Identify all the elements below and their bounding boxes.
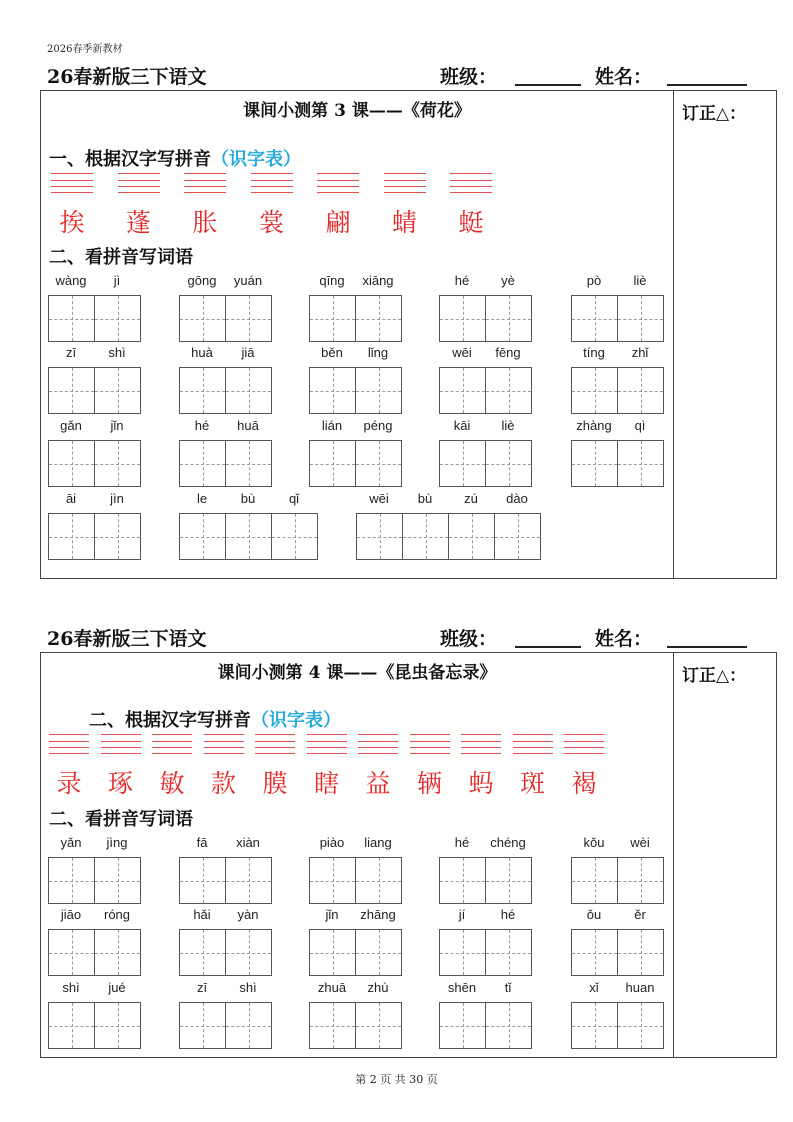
pinyin-text: tíng	[583, 345, 605, 360]
tianzige-boxes	[439, 857, 531, 904]
quiz-section-lesson-4	[40, 652, 777, 1058]
tianzige-box[interactable]	[48, 929, 95, 976]
tianzige-boxes	[356, 513, 540, 560]
tianzige-box[interactable]	[225, 295, 272, 342]
pinyin-text: wàng	[55, 273, 87, 288]
pinyin-text: yàn	[237, 907, 259, 922]
pinyin-text: kāi	[453, 418, 471, 433]
tianzige-box[interactable]	[179, 295, 226, 342]
pinyin-writing-lines[interactable]	[184, 173, 226, 193]
hanzi-char: 翩	[325, 208, 351, 237]
pinyin-text: zhù	[367, 980, 389, 995]
hanzi-char: 蜓	[458, 208, 484, 237]
pinyin-text: lǐng	[367, 345, 389, 360]
tianzige-box[interactable]	[48, 1002, 95, 1049]
part1-note: （识字表）	[251, 710, 341, 731]
hanzi-char: 蜻	[391, 208, 417, 237]
tianzige-boxes	[48, 1002, 140, 1049]
pinyin-writing-lines[interactable]	[513, 734, 553, 754]
tianzige-box[interactable]	[48, 513, 95, 560]
pinyin-text: zú	[464, 491, 478, 506]
hanzi-char: 辆	[416, 769, 442, 798]
lesson-title: 课间小测第 4 课——《昆虫备忘录》	[217, 663, 497, 683]
pinyin-text: fēng	[495, 345, 521, 360]
pinyin-writing-lines[interactable]	[384, 173, 426, 193]
pinyin-writing-lines[interactable]	[152, 734, 192, 754]
pinyin-writing-lines[interactable]	[101, 734, 141, 754]
pinyin-text: zī	[65, 345, 77, 360]
tianzige-box[interactable]	[309, 295, 356, 342]
tianzige-box[interactable]	[402, 513, 449, 560]
tianzige-box[interactable]	[439, 857, 486, 904]
hanzi-char: 裳	[258, 208, 284, 237]
pinyin-text: jìn	[110, 491, 124, 506]
tianzige-box[interactable]	[179, 857, 226, 904]
doc-title: 26春新版三下语文	[47, 628, 207, 650]
tianzige-boxes	[571, 295, 663, 342]
pinyin-writing-lines[interactable]	[204, 734, 244, 754]
hanzi-char: 琢	[107, 769, 133, 798]
hanzi-char: 瞎	[313, 769, 339, 798]
tianzige-boxes	[309, 367, 401, 414]
pinyin-text: hé	[500, 907, 516, 922]
tianzige-box[interactable]	[179, 367, 226, 414]
hanzi-char: 录	[56, 769, 82, 798]
tianzige-box[interactable]	[225, 1002, 272, 1049]
tianzige-boxes	[179, 367, 271, 414]
tianzige-box[interactable]	[48, 367, 95, 414]
pinyin-text: qīng	[319, 273, 345, 288]
pinyin-text: ǒu	[586, 907, 602, 922]
pinyin-text: jǐn	[110, 418, 124, 433]
hanzi-char: 蓬	[125, 208, 151, 237]
tianzige-box[interactable]	[179, 440, 226, 487]
tianzige-box[interactable]	[485, 367, 532, 414]
tianzige-box[interactable]	[94, 513, 141, 560]
pinyin-text: jì	[113, 273, 121, 288]
tianzige-box[interactable]	[48, 295, 95, 342]
pinyin-text: gǎn	[60, 418, 82, 433]
tianzige-box[interactable]	[571, 929, 618, 976]
tianzige-box[interactable]	[485, 295, 532, 342]
tianzige-box[interactable]	[485, 929, 532, 976]
part1-heading	[49, 145, 301, 171]
tianzige-boxes	[571, 367, 663, 414]
pinyin-text: liang	[364, 835, 392, 850]
tianzige-boxes	[309, 857, 401, 904]
tianzige-box[interactable]	[355, 295, 402, 342]
pinyin-text: hé	[194, 418, 210, 433]
pinyin-writing-lines[interactable]	[118, 173, 160, 193]
pinyin-writing-lines[interactable]	[450, 173, 492, 193]
tianzige-boxes	[48, 929, 140, 976]
part1-note: （识字表）	[211, 149, 301, 170]
tianzige-box[interactable]	[94, 1002, 141, 1049]
pinyin-text: zhàng	[576, 418, 612, 433]
hanzi-char: 胀	[192, 208, 218, 237]
pinyin-text: gōng	[187, 273, 217, 288]
tianzige-box[interactable]	[617, 295, 664, 342]
tianzige-box[interactable]	[355, 367, 402, 414]
pinyin-text: fā	[196, 835, 208, 850]
class-blank[interactable]	[515, 84, 581, 86]
pinyin-text: hǎi	[193, 907, 211, 922]
class-label: 班级：	[440, 628, 498, 650]
pinyin-writing-lines[interactable]	[307, 734, 347, 754]
tianzige-box[interactable]	[225, 440, 272, 487]
tianzige-box[interactable]	[485, 1002, 532, 1049]
tianzige-boxes	[179, 929, 271, 976]
hanzi-char: 益	[365, 769, 391, 798]
pinyin-text: liè	[501, 418, 515, 433]
pinyin-text: jǐn	[325, 907, 339, 922]
pinyin-text: hé	[454, 273, 470, 288]
pinyin-writing-lines[interactable]	[251, 173, 293, 193]
tianzige-box[interactable]	[356, 513, 403, 560]
tianzige-box[interactable]	[94, 440, 141, 487]
tianzige-box[interactable]	[179, 513, 226, 560]
tianzige-box[interactable]	[485, 440, 532, 487]
pinyin-text: bù	[240, 491, 256, 506]
quiz-section-lesson-3	[40, 90, 777, 579]
pinyin-text: zhuā	[317, 980, 347, 995]
pinyin-text: zhǐ	[631, 345, 649, 360]
hanzi-char: 挨	[59, 208, 85, 237]
tianzige-box[interactable]	[94, 857, 141, 904]
pinyin-text: hé	[454, 835, 470, 850]
pinyin-text: yè	[501, 273, 515, 288]
tianzige-box[interactable]	[617, 1002, 664, 1049]
pinyin-text: qì	[634, 418, 646, 433]
tianzige-box[interactable]	[617, 440, 664, 487]
hanzi-char: 膜	[262, 769, 288, 798]
page-footer: 第 2 页 共 30 页	[355, 1073, 438, 1086]
tianzige-box[interactable]	[439, 929, 486, 976]
tianzige-box[interactable]	[179, 1002, 226, 1049]
pinyin-writing-lines[interactable]	[564, 734, 604, 754]
correction-divider	[673, 653, 674, 1057]
tianzige-boxes	[48, 295, 140, 342]
lesson-title: 课间小测第 3 课——《荷花》	[243, 101, 471, 121]
part2-heading: 二、看拼音写词语	[49, 809, 193, 830]
tianzige-box[interactable]	[571, 295, 618, 342]
class-blank[interactable]	[515, 646, 581, 648]
tianzige-boxes	[439, 1002, 531, 1049]
tianzige-box[interactable]	[355, 929, 402, 976]
pinyin-text: qǐ	[288, 491, 300, 506]
part2-heading: 二、看拼音写词语	[49, 247, 193, 268]
pinyin-text: wēi	[452, 345, 472, 360]
name-label: 姓名：	[595, 66, 653, 88]
pinyin-text: jí	[458, 907, 466, 922]
part1-label: 二、根据汉字写拼音	[89, 710, 251, 731]
tianzige-box[interactable]	[439, 295, 486, 342]
pinyin-text: yǎn	[60, 835, 82, 850]
pinyin-writing-lines[interactable]	[49, 734, 89, 754]
pinyin-writing-lines[interactable]	[255, 734, 295, 754]
tianzige-box[interactable]	[355, 857, 402, 904]
tianzige-box[interactable]	[494, 513, 541, 560]
pinyin-text: shì	[62, 980, 80, 995]
pinyin-text: le	[196, 491, 208, 506]
tianzige-box[interactable]	[355, 440, 402, 487]
pinyin-text: róng	[103, 907, 131, 922]
tianzige-box[interactable]	[485, 857, 532, 904]
tianzige-boxes	[309, 295, 401, 342]
pinyin-writing-lines[interactable]	[51, 173, 93, 193]
tianzige-boxes	[571, 929, 663, 976]
tianzige-boxes	[309, 1002, 401, 1049]
pinyin-text: běn	[321, 345, 343, 360]
tianzige-boxes	[439, 440, 531, 487]
tianzige-boxes	[179, 857, 271, 904]
header-1	[47, 62, 747, 88]
correction-divider	[673, 91, 674, 578]
part1-heading	[89, 706, 341, 732]
hanzi-char: 斑	[519, 769, 545, 798]
doc-title: 26春新版三下语文	[47, 66, 207, 88]
pinyin-text: jìng	[106, 835, 128, 850]
tianzige-boxes	[439, 367, 531, 414]
correction-label: 订正△：	[682, 104, 747, 124]
pinyin-text: lián	[321, 418, 343, 433]
tianzige-box[interactable]	[617, 857, 664, 904]
pinyin-text: xiāng	[362, 273, 394, 288]
pinyin-text: chéng	[490, 835, 526, 850]
tianzige-box[interactable]	[439, 1002, 486, 1049]
tianzige-box[interactable]	[571, 857, 618, 904]
pinyin-text: ěr	[634, 907, 646, 922]
pinyin-text: zhāng	[360, 907, 396, 922]
tianzige-box[interactable]	[179, 929, 226, 976]
tianzige-box[interactable]	[439, 440, 486, 487]
tianzige-box[interactable]	[617, 367, 664, 414]
tianzige-box[interactable]	[225, 513, 272, 560]
tianzige-boxes	[571, 440, 663, 487]
tianzige-boxes	[48, 513, 140, 560]
pinyin-text: shì	[239, 980, 257, 995]
pinyin-text: shēn	[447, 980, 477, 995]
tianzige-boxes	[439, 295, 531, 342]
tianzige-box[interactable]	[48, 857, 95, 904]
tianzige-boxes	[571, 857, 663, 904]
pinyin-text: huà	[191, 345, 213, 360]
pinyin-text: piào	[319, 835, 345, 850]
tianzige-box[interactable]	[571, 367, 618, 414]
tianzige-boxes	[48, 440, 140, 487]
tianzige-boxes	[48, 367, 140, 414]
tianzige-boxes	[571, 1002, 663, 1049]
pinyin-text: wēi	[369, 491, 389, 506]
pinyin-writing-lines[interactable]	[358, 734, 398, 754]
tianzige-box[interactable]	[571, 440, 618, 487]
pinyin-text: jiā	[241, 345, 255, 360]
tianzige-box[interactable]	[448, 513, 495, 560]
pinyin-text: liè	[633, 273, 647, 288]
pinyin-text: yuán	[233, 273, 263, 288]
pinyin-text: xiàn	[236, 835, 260, 850]
name-label: 姓名：	[595, 628, 653, 650]
tianzige-boxes	[439, 929, 531, 976]
hanzi-char: 蚂	[468, 769, 494, 798]
pinyin-writing-lines[interactable]	[410, 734, 450, 754]
tianzige-box[interactable]	[617, 929, 664, 976]
hanzi-char: 褐	[571, 769, 597, 798]
tianzige-box[interactable]	[309, 929, 356, 976]
pinyin-writing-lines[interactable]	[317, 173, 359, 193]
tianzige-boxes	[179, 440, 271, 487]
pinyin-text: jué	[108, 980, 126, 995]
tianzige-box[interactable]	[225, 367, 272, 414]
tianzige-boxes	[48, 857, 140, 904]
pinyin-writing-lines[interactable]	[461, 734, 501, 754]
tianzige-boxes	[309, 440, 401, 487]
pinyin-text: shì	[108, 345, 126, 360]
pinyin-text: xǐ	[589, 980, 599, 995]
tianzige-box[interactable]	[225, 857, 272, 904]
tianzige-box[interactable]	[94, 367, 141, 414]
tianzige-box[interactable]	[439, 367, 486, 414]
pinyin-text: huā	[237, 418, 259, 433]
hanzi-char: 款	[210, 769, 236, 798]
name-blank[interactable]	[667, 84, 747, 86]
tianzige-box[interactable]	[48, 440, 95, 487]
pinyin-text: wèi	[630, 835, 650, 850]
header-2	[47, 624, 747, 650]
hanzi-char: 敏	[159, 769, 185, 798]
tianzige-boxes	[179, 513, 317, 560]
pinyin-text: dào	[506, 491, 528, 506]
pinyin-text: huan	[625, 980, 655, 995]
tianzige-box[interactable]	[309, 367, 356, 414]
correction-label: 订正△：	[682, 666, 747, 686]
pinyin-text: bù	[417, 491, 433, 506]
tianzige-box[interactable]	[355, 1002, 402, 1049]
tianzige-box[interactable]	[309, 440, 356, 487]
top-note: 2026春季新教材	[47, 44, 123, 55]
class-label: 班级：	[440, 66, 498, 88]
pinyin-text: āi	[65, 491, 77, 506]
pinyin-text: tǐ	[504, 980, 512, 995]
tianzige-boxes	[179, 1002, 271, 1049]
tianzige-box[interactable]	[309, 857, 356, 904]
pinyin-text: zī	[196, 980, 208, 995]
part1-label: 一、根据汉字写拼音	[49, 149, 211, 170]
tianzige-box[interactable]	[225, 929, 272, 976]
tianzige-box[interactable]	[309, 1002, 356, 1049]
tianzige-box[interactable]	[94, 295, 141, 342]
tianzige-box[interactable]	[271, 513, 318, 560]
tianzige-box[interactable]	[94, 929, 141, 976]
pinyin-text: péng	[363, 418, 393, 433]
pinyin-text: kǒu	[583, 835, 605, 850]
pinyin-text: pò	[586, 273, 602, 288]
tianzige-boxes	[179, 295, 271, 342]
pinyin-text: jiāo	[60, 907, 82, 922]
tianzige-boxes	[309, 929, 401, 976]
tianzige-box[interactable]	[571, 1002, 618, 1049]
name-blank[interactable]	[667, 646, 747, 648]
